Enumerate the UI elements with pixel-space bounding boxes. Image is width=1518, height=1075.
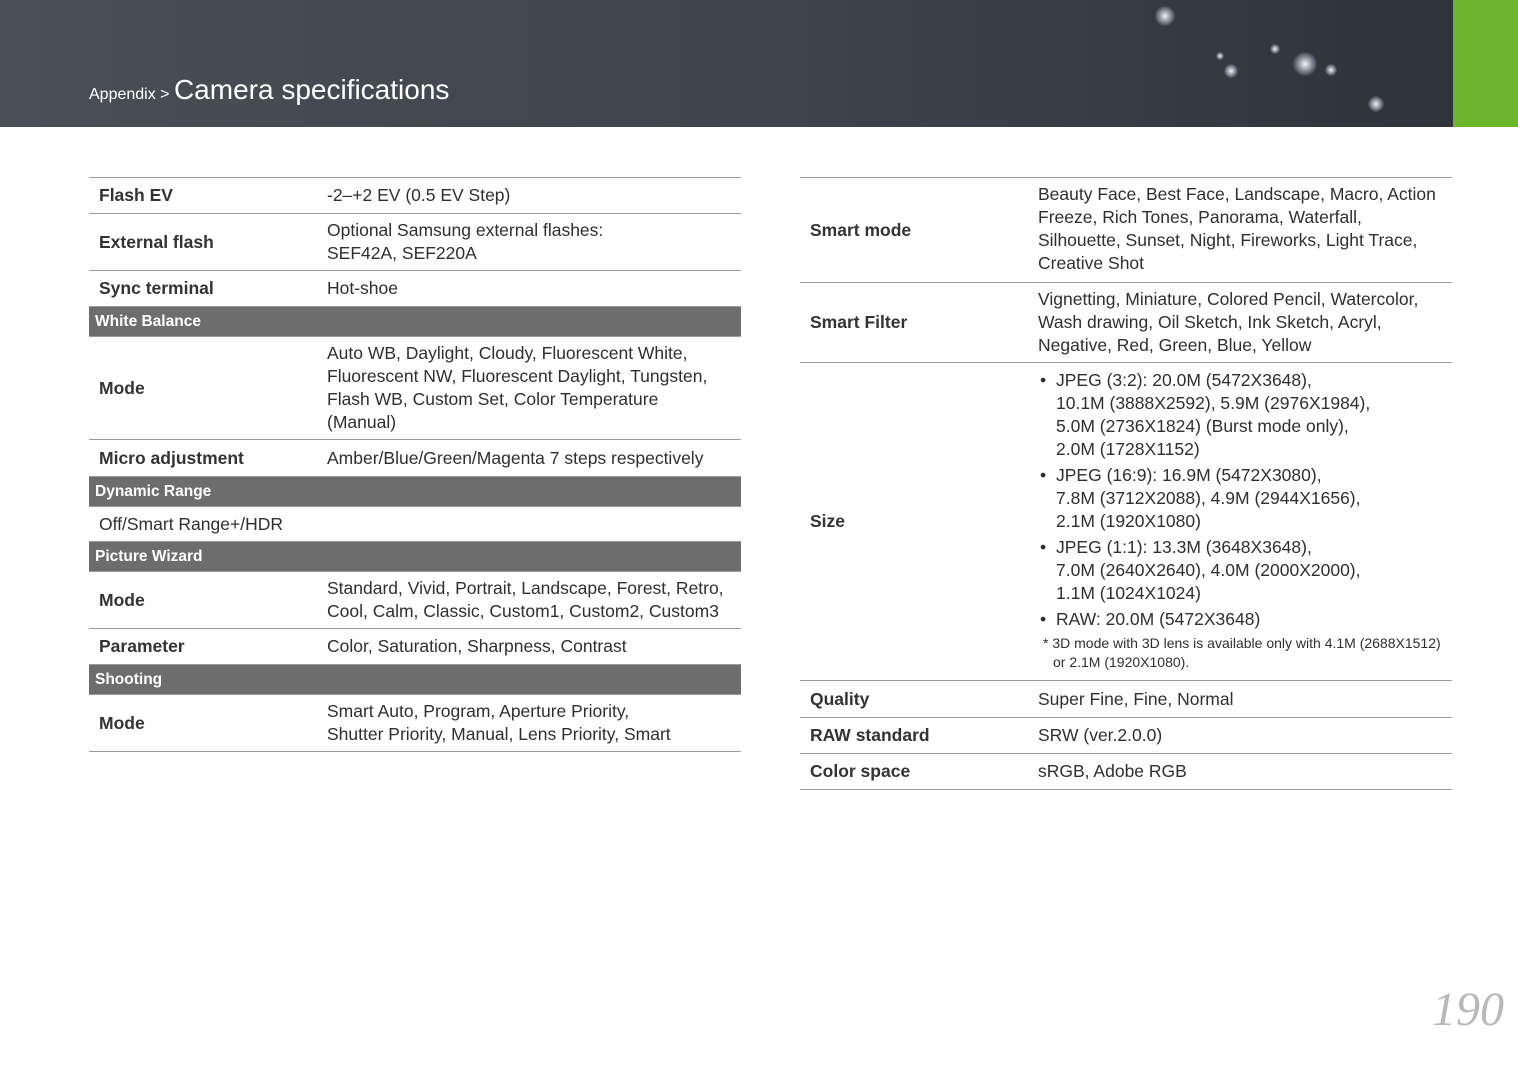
page-title: Camera specifications bbox=[173, 74, 450, 105]
section-header bbox=[89, 665, 741, 695]
page-number: 190 bbox=[1432, 983, 1504, 1036]
sparkle-decoration bbox=[1368, 96, 1384, 112]
table-row bbox=[89, 572, 741, 629]
smart-mode-value: Beauty Face, Best Face, Landscape, Macro, Action Freeze, Rich Tones, Panorama, Waterfall, Silhouette, Sunset, Night, Fireworks, Light Trace, Creative Shot bbox=[1028, 178, 1452, 283]
left-spec-table bbox=[89, 177, 741, 752]
smart-filter-value: Vignetting, Miniature, Colored Pencil, Watercolor, Wash drawing, Oil Sketch, Ink Sketch, Acryl, Negative, Red, Green, Blue, Yellow bbox=[1028, 283, 1452, 363]
micro-adjustment-value: Amber/Blue/Green/Magenta 7 steps respectively bbox=[317, 440, 741, 477]
list-item bbox=[1038, 608, 1442, 631]
table-row bbox=[89, 214, 741, 271]
sparkle-decoration bbox=[1224, 64, 1238, 78]
color-space-value: sRGB, Adobe RGB bbox=[1028, 754, 1452, 790]
shooting-mode-value bbox=[317, 695, 741, 752]
section-shooting: Shooting bbox=[89, 665, 741, 695]
shooting-mode-label: Mode bbox=[89, 695, 317, 752]
list-item bbox=[1038, 536, 1442, 605]
list-item bbox=[1038, 464, 1442, 533]
table-row bbox=[89, 271, 741, 307]
size-line: 1.1M (1024X1024) bbox=[1056, 583, 1201, 603]
table-row bbox=[800, 681, 1452, 718]
header-accent-bar bbox=[1453, 0, 1518, 127]
sparkle-decoration bbox=[1216, 52, 1224, 60]
size-line: • JPEG (16:9): 16.9M (5472X3080), bbox=[1056, 465, 1322, 485]
external-flash-value-line: SEF42A, SEF220A bbox=[327, 243, 477, 263]
size-line: 7.0M (2640X2640), 4.0M (2000X2000), bbox=[1056, 560, 1361, 580]
table-row bbox=[89, 440, 741, 477]
dynamic-range-value: Off/Smart Range+/HDR bbox=[89, 507, 741, 542]
size-line: • RAW: 20.0M (5472X3648) bbox=[1056, 609, 1261, 629]
table-row bbox=[89, 629, 741, 665]
section-header bbox=[89, 307, 741, 337]
right-spec-table bbox=[800, 177, 1452, 790]
size-line: • JPEG (3:2): 20.0M (5472X3648), bbox=[1056, 370, 1312, 390]
size-value bbox=[1028, 363, 1452, 681]
size-line: 5.0M (2736X1824) (Burst mode only), bbox=[1056, 416, 1349, 436]
sparkle-decoration bbox=[1293, 52, 1317, 76]
size-line: • JPEG (1:1): 13.3M (3648X3648), bbox=[1056, 537, 1312, 557]
pw-mode-value: Standard, Vivid, Portrait, Landscape, Forest, Retro, Cool, Calm, Classic, Custom1, Custom2, Custom3 bbox=[317, 572, 741, 629]
flash-ev-label: Flash EV bbox=[89, 178, 317, 214]
wb-mode-label: Mode bbox=[89, 337, 317, 440]
parameter-label: Parameter bbox=[89, 629, 317, 665]
micro-adjustment-label: Micro adjustment bbox=[89, 440, 317, 477]
section-dynamic-range: Dynamic Range bbox=[89, 477, 741, 507]
color-space-label: Color space bbox=[800, 754, 1028, 790]
page-header bbox=[0, 0, 1518, 127]
external-flash-label: External flash bbox=[89, 214, 317, 271]
size-line: 10.1M (3888X2592), 5.9M (2976X1984), bbox=[1056, 393, 1371, 413]
table-row bbox=[89, 695, 741, 752]
size-list bbox=[1038, 369, 1442, 631]
sparkle-decoration bbox=[1270, 44, 1280, 54]
breadcrumb bbox=[89, 74, 449, 106]
shooting-mode-value-line: Smart Auto, Program, Aperture Priority, bbox=[327, 701, 630, 721]
table-row bbox=[800, 283, 1452, 363]
size-footnote: * 3D mode with 3D lens is available only with 4.1M (2688X1512) or 2.1M (1920X1080). bbox=[1043, 635, 1441, 670]
smart-mode-label: Smart mode bbox=[800, 178, 1028, 283]
external-flash-value-line: Optional Samsung external flashes: bbox=[327, 220, 604, 240]
size-label: Size bbox=[800, 363, 1028, 681]
table-row bbox=[89, 507, 741, 542]
section-header bbox=[89, 477, 741, 507]
pw-mode-label: Mode bbox=[89, 572, 317, 629]
size-line: 2.1M (1920X1080) bbox=[1056, 511, 1201, 531]
size-line: 7.8M (3712X2088), 4.9M (2944X1656), bbox=[1056, 488, 1361, 508]
breadcrumb-parent[interactable]: Appendix bbox=[89, 86, 156, 103]
sparkle-decoration bbox=[1325, 64, 1337, 76]
table-row bbox=[89, 178, 741, 214]
external-flash-value bbox=[317, 214, 741, 271]
sync-terminal-label: Sync terminal bbox=[89, 271, 317, 307]
raw-standard-label: RAW standard bbox=[800, 718, 1028, 754]
parameter-value: Color, Saturation, Sharpness, Contrast bbox=[317, 629, 741, 665]
size-line: 2.0M (1728X1152) bbox=[1056, 439, 1200, 459]
table-row bbox=[800, 718, 1452, 754]
table-row bbox=[800, 363, 1452, 681]
shooting-mode-value-line: Shutter Priority, Manual, Lens Priority, Smart bbox=[327, 724, 671, 744]
sync-terminal-value: Hot-shoe bbox=[317, 271, 741, 307]
wb-mode-value: Auto WB, Daylight, Cloudy, Fluorescent White, Fluorescent NW, Fluorescent Daylight, Tungsten, Flash WB, Custom Set, Color Temperature (Manual) bbox=[317, 337, 741, 440]
table-row bbox=[89, 337, 741, 440]
sparkle-decoration bbox=[1155, 6, 1175, 26]
list-item bbox=[1038, 369, 1442, 461]
table-row bbox=[800, 178, 1452, 283]
smart-filter-label: Smart Filter bbox=[800, 283, 1028, 363]
quality-label: Quality bbox=[800, 681, 1028, 718]
raw-standard-value: SRW (ver.2.0.0) bbox=[1028, 718, 1452, 754]
breadcrumb-separator: > bbox=[155, 86, 174, 103]
quality-value: Super Fine, Fine, Normal bbox=[1028, 681, 1452, 718]
section-header bbox=[89, 542, 741, 572]
flash-ev-value: -2–+2 EV (0.5 EV Step) bbox=[317, 178, 741, 214]
section-white-balance: White Balance bbox=[89, 307, 741, 337]
table-row bbox=[800, 754, 1452, 790]
section-picture-wizard: Picture Wizard bbox=[89, 542, 741, 572]
